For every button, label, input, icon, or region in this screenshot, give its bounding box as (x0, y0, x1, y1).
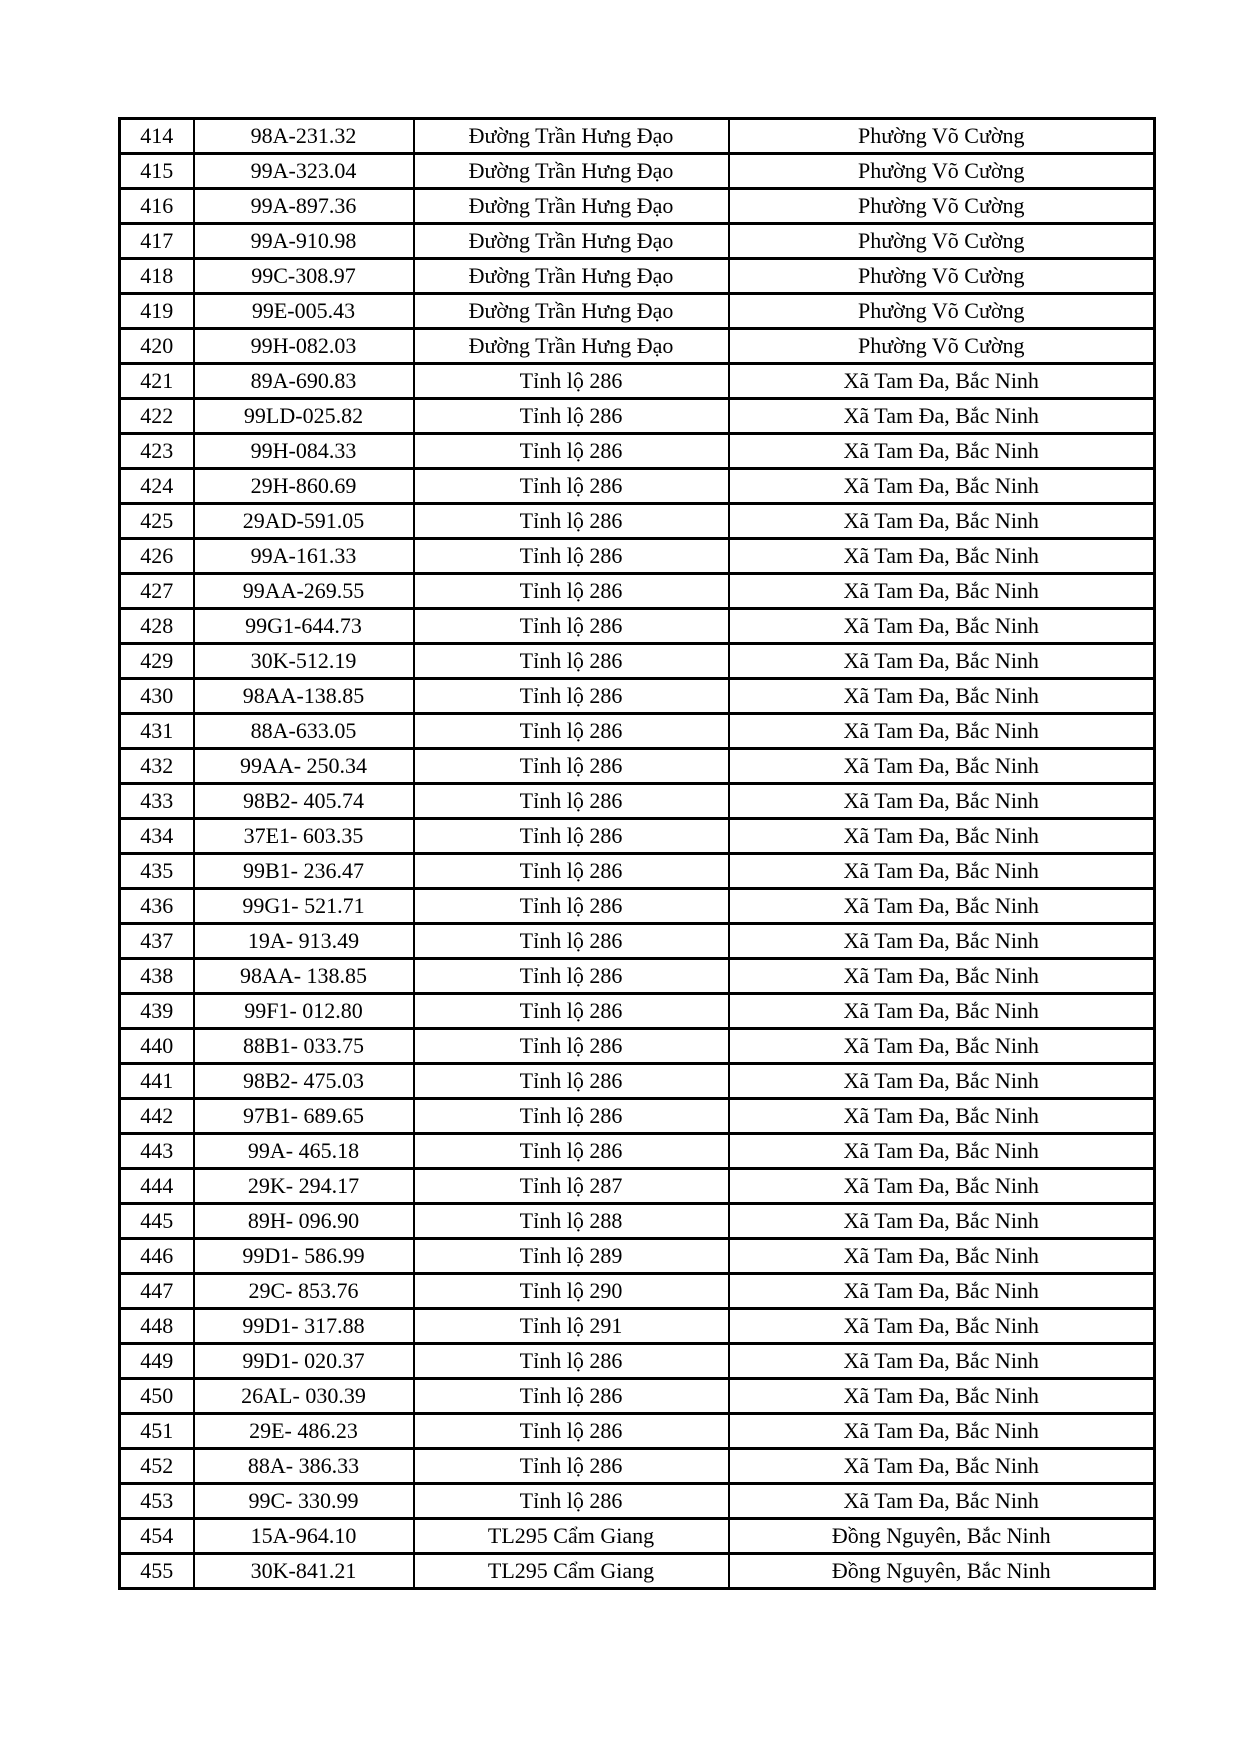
street-cell: Tỉnh lộ 286 (414, 959, 729, 994)
row-number-cell: 420 (120, 329, 194, 364)
table-row (120, 574, 1155, 609)
street-cell: Đường Trần Hưng Đạo (414, 329, 729, 364)
location-cell: Xã Tam Đa, Bắc Ninh (729, 854, 1155, 889)
row-number-cell: 442 (120, 1099, 194, 1134)
plate-cell: 99C-308.97 (194, 259, 414, 294)
row-number-cell: 431 (120, 714, 194, 749)
location-cell: Xã Tam Đa, Bắc Ninh (729, 1064, 1155, 1099)
location-cell: Xã Tam Đa, Bắc Ninh (729, 889, 1155, 924)
location-cell: Xã Tam Đa, Bắc Ninh (729, 679, 1155, 714)
row-number-cell: 455 (120, 1554, 194, 1589)
table-row (120, 119, 1155, 154)
location-cell: Xã Tam Đa, Bắc Ninh (729, 714, 1155, 749)
row-number-cell: 425 (120, 504, 194, 539)
street-cell: Tỉnh lộ 290 (414, 1274, 729, 1309)
row-number-cell: 437 (120, 924, 194, 959)
location-cell: Phường Võ Cường (729, 329, 1155, 364)
plate-cell: 99C- 330.99 (194, 1484, 414, 1519)
row-number-cell: 440 (120, 1029, 194, 1064)
street-cell: Tỉnh lộ 286 (414, 714, 729, 749)
row-number-cell: 446 (120, 1239, 194, 1274)
row-number-cell: 419 (120, 294, 194, 329)
table-row (120, 714, 1155, 749)
table-row (120, 1029, 1155, 1064)
plate-cell: 99A-897.36 (194, 189, 414, 224)
street-cell: Tỉnh lộ 286 (414, 609, 729, 644)
plate-cell: 29E- 486.23 (194, 1414, 414, 1449)
plate-cell: 99B1- 236.47 (194, 854, 414, 889)
street-cell: Tỉnh lộ 286 (414, 889, 729, 924)
row-number-cell: 424 (120, 469, 194, 504)
plate-cell: 89H- 096.90 (194, 1204, 414, 1239)
plate-cell: 99G1- 521.71 (194, 889, 414, 924)
street-cell: Tỉnh lộ 286 (414, 574, 729, 609)
location-cell: Đồng Nguyên, Bắc Ninh (729, 1519, 1155, 1554)
row-number-cell: 426 (120, 539, 194, 574)
table-row (120, 1064, 1155, 1099)
table-row (120, 399, 1155, 434)
table-row (120, 469, 1155, 504)
row-number-cell: 416 (120, 189, 194, 224)
street-cell: Tỉnh lộ 286 (414, 1064, 729, 1099)
plate-cell: 99A-161.33 (194, 539, 414, 574)
location-cell: Xã Tam Đa, Bắc Ninh (729, 434, 1155, 469)
table-row (120, 539, 1155, 574)
location-cell: Xã Tam Đa, Bắc Ninh (729, 1344, 1155, 1379)
table-row (120, 644, 1155, 679)
plate-cell: 98AA- 138.85 (194, 959, 414, 994)
row-number-cell: 445 (120, 1204, 194, 1239)
table-row (120, 1554, 1155, 1589)
table-row (120, 294, 1155, 329)
street-cell: Đường Trần Hưng Đạo (414, 259, 729, 294)
location-cell: Xã Tam Đa, Bắc Ninh (729, 609, 1155, 644)
location-cell: Xã Tam Đa, Bắc Ninh (729, 1414, 1155, 1449)
street-cell: Đường Trần Hưng Đạo (414, 224, 729, 259)
street-cell: Đường Trần Hưng Đạo (414, 154, 729, 189)
row-number-cell: 421 (120, 364, 194, 399)
plate-cell: 29AD-591.05 (194, 504, 414, 539)
table-row (120, 819, 1155, 854)
street-cell: Tỉnh lộ 286 (414, 994, 729, 1029)
location-cell: Xã Tam Đa, Bắc Ninh (729, 924, 1155, 959)
table-row (120, 154, 1155, 189)
location-cell: Phường Võ Cường (729, 259, 1155, 294)
location-cell: Xã Tam Đa, Bắc Ninh (729, 1099, 1155, 1134)
street-cell: Tỉnh lộ 286 (414, 679, 729, 714)
row-number-cell: 430 (120, 679, 194, 714)
table-row (120, 1099, 1155, 1134)
table-row (120, 1134, 1155, 1169)
vehicle-list-table (118, 117, 1156, 1590)
plate-cell: 99AA- 250.34 (194, 749, 414, 784)
table-row (120, 1239, 1155, 1274)
location-cell: Xã Tam Đa, Bắc Ninh (729, 469, 1155, 504)
table-row (120, 1414, 1155, 1449)
plate-cell: 15A-964.10 (194, 1519, 414, 1554)
row-number-cell: 439 (120, 994, 194, 1029)
table-row (120, 1274, 1155, 1309)
row-number-cell: 433 (120, 784, 194, 819)
plate-cell: 98AA-138.85 (194, 679, 414, 714)
location-cell: Xã Tam Đa, Bắc Ninh (729, 1484, 1155, 1519)
table-row (120, 1204, 1155, 1239)
plate-cell: 89A-690.83 (194, 364, 414, 399)
location-cell: Xã Tam Đa, Bắc Ninh (729, 399, 1155, 434)
table-row (120, 259, 1155, 294)
location-cell: Xã Tam Đa, Bắc Ninh (729, 644, 1155, 679)
plate-cell: 88A-633.05 (194, 714, 414, 749)
row-number-cell: 450 (120, 1379, 194, 1414)
location-cell: Xã Tam Đa, Bắc Ninh (729, 1134, 1155, 1169)
row-number-cell: 441 (120, 1064, 194, 1099)
table-row (120, 749, 1155, 784)
location-cell: Xã Tam Đa, Bắc Ninh (729, 1274, 1155, 1309)
table-row (120, 364, 1155, 399)
table-row (120, 994, 1155, 1029)
table-row (120, 504, 1155, 539)
table-row (120, 1449, 1155, 1484)
street-cell: Tỉnh lộ 291 (414, 1309, 729, 1344)
location-cell: Xã Tam Đa, Bắc Ninh (729, 1449, 1155, 1484)
street-cell: Tỉnh lộ 286 (414, 819, 729, 854)
table-row (120, 1309, 1155, 1344)
location-cell: Xã Tam Đa, Bắc Ninh (729, 1309, 1155, 1344)
plate-cell: 99LD-025.82 (194, 399, 414, 434)
plate-cell: 99H-084.33 (194, 434, 414, 469)
table-row (120, 924, 1155, 959)
row-number-cell: 417 (120, 224, 194, 259)
row-number-cell: 435 (120, 854, 194, 889)
row-number-cell: 414 (120, 119, 194, 154)
location-cell: Xã Tam Đa, Bắc Ninh (729, 784, 1155, 819)
street-cell: TL295 Cẩm Giang (414, 1554, 729, 1589)
table-body (120, 119, 1155, 1589)
location-cell: Phường Võ Cường (729, 224, 1155, 259)
street-cell: Tỉnh lộ 286 (414, 469, 729, 504)
location-cell: Xã Tam Đa, Bắc Ninh (729, 749, 1155, 784)
street-cell: Tỉnh lộ 286 (414, 1379, 729, 1414)
street-cell: Tỉnh lộ 287 (414, 1169, 729, 1204)
street-cell: Tỉnh lộ 286 (414, 1484, 729, 1519)
plate-cell: 99AA-269.55 (194, 574, 414, 609)
row-number-cell: 443 (120, 1134, 194, 1169)
table-row (120, 224, 1155, 259)
table-row (120, 1344, 1155, 1379)
row-number-cell: 444 (120, 1169, 194, 1204)
plate-cell: 29H-860.69 (194, 469, 414, 504)
location-cell: Xã Tam Đa, Bắc Ninh (729, 1029, 1155, 1064)
street-cell: Tỉnh lộ 286 (414, 784, 729, 819)
location-cell: Xã Tam Đa, Bắc Ninh (729, 959, 1155, 994)
row-number-cell: 453 (120, 1484, 194, 1519)
table-row (120, 784, 1155, 819)
street-cell: Tỉnh lộ 286 (414, 749, 729, 784)
plate-cell: 97B1- 689.65 (194, 1099, 414, 1134)
table-row (120, 959, 1155, 994)
table-row (120, 189, 1155, 224)
row-number-cell: 418 (120, 259, 194, 294)
location-cell: Xã Tam Đa, Bắc Ninh (729, 819, 1155, 854)
street-cell: Đường Trần Hưng Đạo (414, 294, 729, 329)
table-row (120, 1484, 1155, 1519)
row-number-cell: 422 (120, 399, 194, 434)
plate-cell: 98B2- 475.03 (194, 1064, 414, 1099)
location-cell: Phường Võ Cường (729, 119, 1155, 154)
table-row (120, 1169, 1155, 1204)
street-cell: Tỉnh lộ 286 (414, 364, 729, 399)
plate-cell: 99E-005.43 (194, 294, 414, 329)
plate-cell: 99A-323.04 (194, 154, 414, 189)
plate-cell: 29C- 853.76 (194, 1274, 414, 1309)
plate-cell: 98B2- 405.74 (194, 784, 414, 819)
street-cell: Tỉnh lộ 286 (414, 924, 729, 959)
plate-cell: 19A- 913.49 (194, 924, 414, 959)
location-cell: Phường Võ Cường (729, 294, 1155, 329)
row-number-cell: 454 (120, 1519, 194, 1554)
plate-cell: 99D1- 586.99 (194, 1239, 414, 1274)
location-cell: Xã Tam Đa, Bắc Ninh (729, 539, 1155, 574)
street-cell: Tỉnh lộ 286 (414, 434, 729, 469)
row-number-cell: 451 (120, 1414, 194, 1449)
table-row (120, 329, 1155, 364)
street-cell: Tỉnh lộ 289 (414, 1239, 729, 1274)
plate-cell: 88B1- 033.75 (194, 1029, 414, 1064)
row-number-cell: 447 (120, 1274, 194, 1309)
plate-cell: 88A- 386.33 (194, 1449, 414, 1484)
plate-cell: 99D1- 317.88 (194, 1309, 414, 1344)
street-cell: Tỉnh lộ 286 (414, 1029, 729, 1064)
plate-cell: 37E1- 603.35 (194, 819, 414, 854)
location-cell: Xã Tam Đa, Bắc Ninh (729, 364, 1155, 399)
table-row (120, 679, 1155, 714)
plate-cell: 98A-231.32 (194, 119, 414, 154)
street-cell: Tỉnh lộ 286 (414, 539, 729, 574)
street-cell: Tỉnh lộ 286 (414, 1134, 729, 1169)
street-cell: Đường Trần Hưng Đạo (414, 119, 729, 154)
street-cell: Tỉnh lộ 286 (414, 504, 729, 539)
plate-cell: 29K- 294.17 (194, 1169, 414, 1204)
row-number-cell: 434 (120, 819, 194, 854)
row-number-cell: 432 (120, 749, 194, 784)
row-number-cell: 428 (120, 609, 194, 644)
location-cell: Phường Võ Cường (729, 154, 1155, 189)
plate-cell: 99A- 465.18 (194, 1134, 414, 1169)
row-number-cell: 436 (120, 889, 194, 924)
plate-cell: 99D1- 020.37 (194, 1344, 414, 1379)
row-number-cell: 423 (120, 434, 194, 469)
plate-cell: 30K-841.21 (194, 1554, 414, 1589)
row-number-cell: 429 (120, 644, 194, 679)
plate-cell: 99H-082.03 (194, 329, 414, 364)
location-cell: Xã Tam Đa, Bắc Ninh (729, 1169, 1155, 1204)
location-cell: Xã Tam Đa, Bắc Ninh (729, 574, 1155, 609)
row-number-cell: 449 (120, 1344, 194, 1379)
location-cell: Xã Tam Đa, Bắc Ninh (729, 1379, 1155, 1414)
street-cell: Đường Trần Hưng Đạo (414, 189, 729, 224)
row-number-cell: 452 (120, 1449, 194, 1484)
table-row (120, 434, 1155, 469)
street-cell: Tỉnh lộ 286 (414, 644, 729, 679)
row-number-cell: 448 (120, 1309, 194, 1344)
table-row (120, 1379, 1155, 1414)
street-cell: Tỉnh lộ 286 (414, 854, 729, 889)
plate-cell: 99G1-644.73 (194, 609, 414, 644)
location-cell: Xã Tam Đa, Bắc Ninh (729, 1204, 1155, 1239)
location-cell: Đồng Nguyên, Bắc Ninh (729, 1554, 1155, 1589)
table-row (120, 1519, 1155, 1554)
table-row (120, 609, 1155, 644)
street-cell: Tỉnh lộ 286 (414, 1099, 729, 1134)
location-cell: Xã Tam Đa, Bắc Ninh (729, 994, 1155, 1029)
street-cell: Tỉnh lộ 288 (414, 1204, 729, 1239)
row-number-cell: 438 (120, 959, 194, 994)
street-cell: TL295 Cẩm Giang (414, 1519, 729, 1554)
location-cell: Phường Võ Cường (729, 189, 1155, 224)
street-cell: Tỉnh lộ 286 (414, 1414, 729, 1449)
row-number-cell: 427 (120, 574, 194, 609)
street-cell: Tỉnh lộ 286 (414, 399, 729, 434)
location-cell: Xã Tam Đa, Bắc Ninh (729, 504, 1155, 539)
plate-cell: 99A-910.98 (194, 224, 414, 259)
street-cell: Tỉnh lộ 286 (414, 1449, 729, 1484)
table-row (120, 854, 1155, 889)
street-cell: Tỉnh lộ 286 (414, 1344, 729, 1379)
location-cell: Xã Tam Đa, Bắc Ninh (729, 1239, 1155, 1274)
plate-cell: 99F1- 012.80 (194, 994, 414, 1029)
plate-cell: 26AL- 030.39 (194, 1379, 414, 1414)
row-number-cell: 415 (120, 154, 194, 189)
plate-cell: 30K-512.19 (194, 644, 414, 679)
table-row (120, 889, 1155, 924)
